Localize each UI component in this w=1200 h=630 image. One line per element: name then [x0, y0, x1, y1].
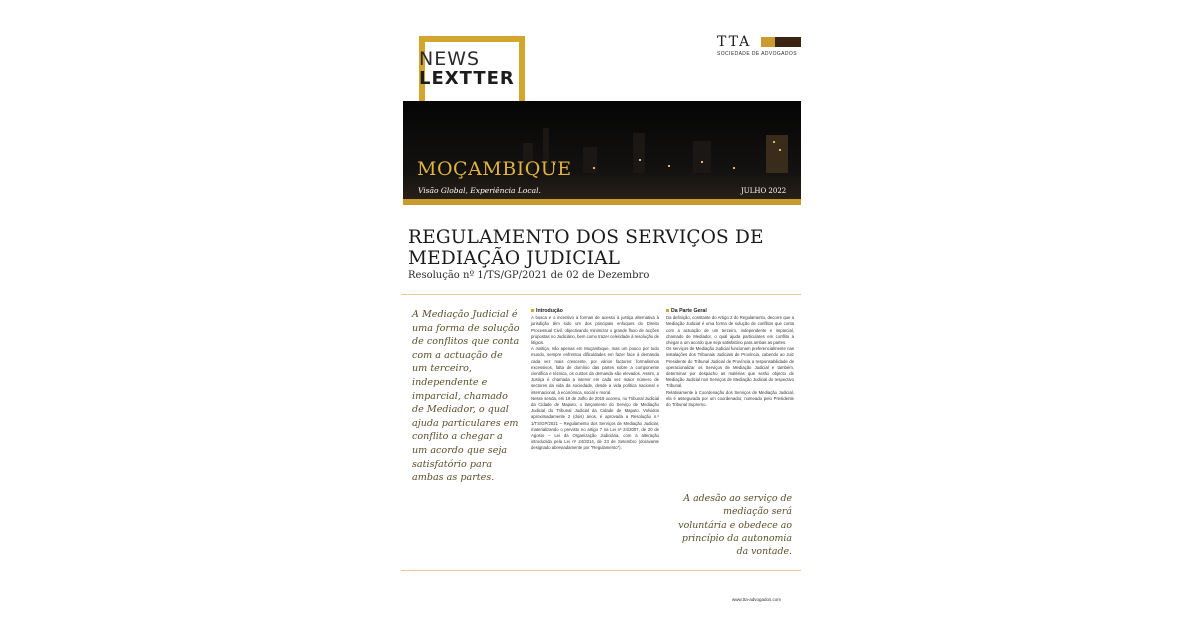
article-title: REGULAMENTO DOS SERVIÇOS DE MEDIAÇÃO JUDICIAL	[408, 227, 764, 269]
column-introducao	[531, 308, 659, 452]
banner-tagline: Visão Global, Experiência Local.	[418, 186, 541, 195]
firm-logo-brown-bar	[775, 37, 801, 47]
banner-building	[583, 147, 597, 173]
bottom-divider	[401, 570, 801, 571]
paragraph: Os serviços de Mediação Judicial funcionam preferencialmente nas instalações dos Tribunais Judiciais de Província, cabendo ao Juiz Presidente do Tribunal Judicial de Província a responsabilidade de operacionalizar os Serviços de Mediação Judicial e também, determinar por despacho as matérias que serão objecto de Mediação Judicial nos Serviços de Mediação Judicial do respectivo Tribunal.	[666, 346, 794, 389]
article-subtitle: Resolução nº 1/TS/GP/2021 de 02 de Dezembro	[408, 270, 650, 281]
banner-light	[733, 167, 735, 169]
paragraph: Da definição, constante do Artigo 2 do Regulamento, decorre que a Mediação Judicial é uma forma de solução de conflitos que conta com a actuação de um terceiro, independente e imparcial, chamado de Mediador, o qual ajuda particulares em conflito a chegar a um acordo que seja satisfatório para ambas as partes.	[666, 315, 794, 346]
column-parte-geral	[666, 308, 794, 408]
paragraph: A Justiça, não apenas em Moçambique, mas um pouco por todo mundo, sempre enfrentou dificuldades em fazer face à demanda cada vez mais crescente, por vários factores: formalismos excessivos, falta de domínio das partes sobre a componente científica e técnica, os custos da demanda são elevados. Assim, a Justiça é chamada a intervir em cada vez maior número de sectores da vida da sociedade, desde a vida política nacional e internacional, à económica, social e moral.	[531, 346, 659, 395]
paragraph: Relativamente à Coordenação dos Serviços de Mediação Judicial, ela é assegurada por um coordenador, nomeado pelo Presidente do Tribunal Supremo.	[666, 389, 794, 408]
paragraph: Nesse senda, em 19 de Julho de 2019 ocorreu, no Tribunal Judicial da Cidade de Maputo, o lançamento do Serviço de Mediação Judicial do Tribunal Judicial da Cidade de Maputo. Volvidos aproximadamente 2 (dois) anos, é aprovada a Resolução n.º 1/TS/GP/2021 – Regulamento dos Serviços de Mediação Judicial, materializando o previsto no artigo 7 na Lei nº 24/2007, de 20 de Agosto – Lei da Organização Judiciária, com a alteração introduzida pela Lei nº 24/2014, de 23 de Setembro (doravante designado abreviadamente por "Regulamento").	[531, 395, 659, 451]
banner-building	[633, 133, 645, 173]
bullet-icon	[666, 309, 669, 312]
banner-building	[766, 135, 788, 173]
banner-light	[593, 167, 595, 169]
section-heading: Introdução	[531, 308, 659, 314]
banner-date: JULHO 2022	[741, 187, 787, 195]
footer-url[interactable]: www.tta-advogados.com	[732, 597, 782, 602]
masthead-news: NEWS	[419, 48, 481, 70]
pull-quote-right: A adesão ao serviço de mediação será voluntária e obedece ao princípio da autonomia da vontade.	[678, 493, 792, 558]
banner-country: MOÇAMBIQUE	[417, 158, 572, 180]
banner-light	[701, 161, 703, 163]
section-heading: Da Parte Geral	[666, 308, 794, 314]
firm-logo-text: TTA	[717, 34, 752, 50]
bullet-icon	[531, 309, 534, 312]
firm-subtitle: SOCIEDADE DE ADVOGADOS	[717, 51, 797, 57]
banner-light	[639, 159, 641, 161]
banner-light	[773, 141, 775, 143]
firm-logo-gold-bar	[761, 37, 775, 47]
banner-gold-bar	[403, 199, 801, 205]
banner-building	[693, 141, 711, 173]
banner-light	[668, 165, 670, 167]
paragraph: A busca e o incentivo a formas de acesso à justiça alternativa à jurisdição têm sido um dos principais enfoques do Direito Processual Civil, objectivando minimizar o grande fluxo de acções propostas no Judiciário, bem como trazer celeridade à resolução de litígios.	[531, 315, 659, 346]
banner-light	[779, 149, 781, 151]
masthead-lextter: LEXTTER	[419, 68, 515, 89]
top-divider	[401, 294, 801, 295]
pull-quote-left: A Mediação Judicial é uma forma de solução de conflitos que conta com a actuação de um terceiro, independente e imparcial, chamado de Mediador, o qual ajuda particulares em conflito a chegar a um acordo que seja satisfatório para ambas as partes.	[412, 309, 520, 484]
